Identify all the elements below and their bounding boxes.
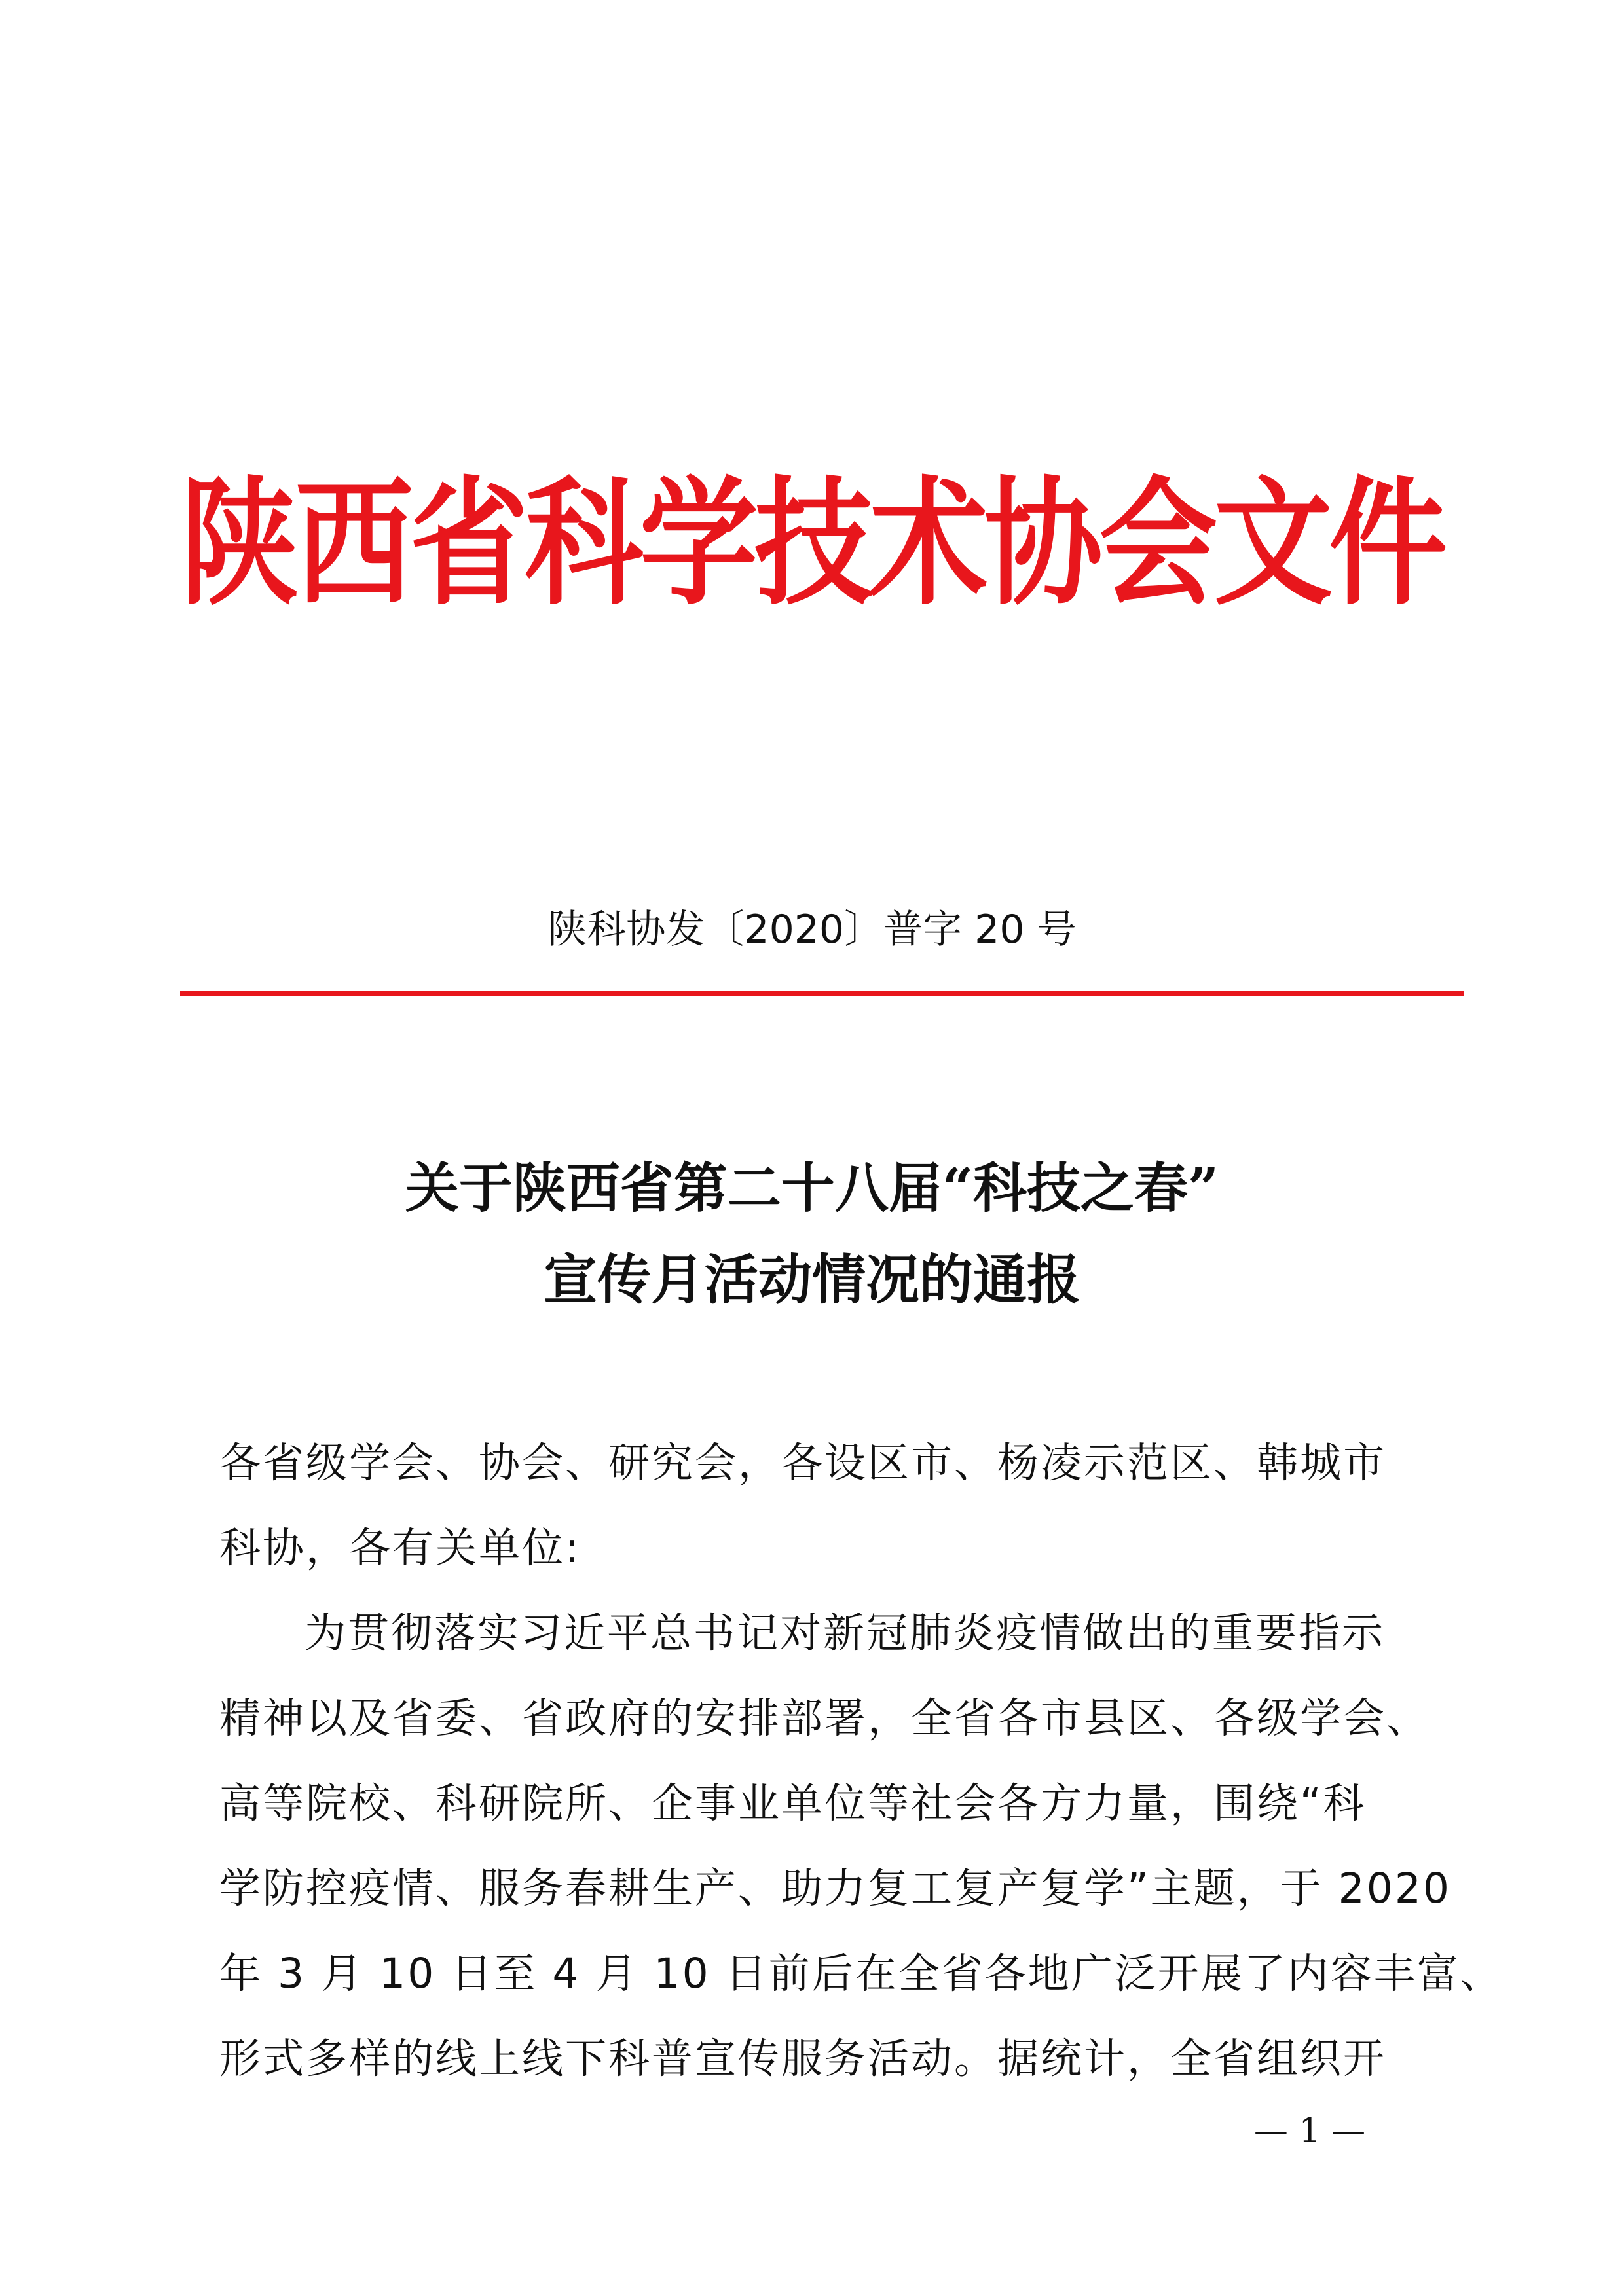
body-line: 学防控疫情、服务春耕生产、助力复工复产复学”主题，于 2020: [219, 1865, 1451, 1912]
body-line: 科协，各有关单位:: [219, 1524, 581, 1572]
body-line: 为贯彻落实习近平总书记对新冠肺炎疫情做出的重要指示: [304, 1609, 1385, 1657]
document-number: 陕科协发〔2020〕普字 20 号: [547, 907, 1077, 953]
document-header-title: 陕西省科学技术协会文件: [180, 462, 1444, 624]
body-line: 年 3 月 10 日至 4 月 10 日前后在全省各地广泛开展了内容丰富、: [219, 1950, 1504, 1997]
body-line: 形式多样的线上线下科普宣传服务活动。据统计，全省组织开: [219, 2035, 1386, 2083]
notice-title-line-1: 关于陕西省第二十八届“科技之春”: [405, 1157, 1219, 1220]
body-line: 各省级学会、协会、研究会，各设区市、杨凌示范区、韩城市: [219, 1439, 1386, 1487]
body-line: 高等院校、科研院所、企事业单位等社会各方力量，围绕“科: [219, 1779, 1367, 1827]
body-line: 精神以及省委、省政府的安排部署，全省各市县区、各级学会、: [219, 1694, 1430, 1742]
page-number: — 1 —: [1253, 2111, 1366, 2151]
notice-title-line-2: 宣传月活动情况的通报: [543, 1248, 1080, 1311]
red-separator-line: [180, 991, 1464, 996]
